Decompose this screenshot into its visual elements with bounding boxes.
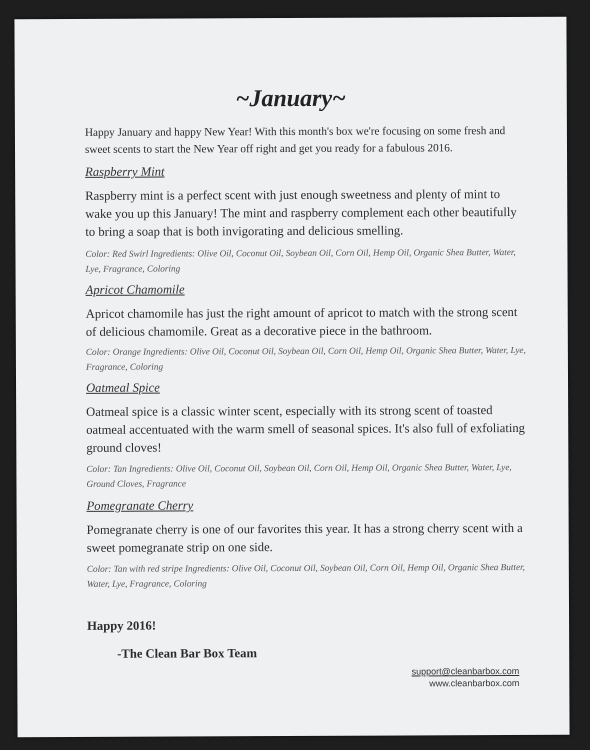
section-desc-oatmeal-spice: Oatmeal spice is a classic winter scent, especially with its strong scent of toasted oatmeal accentuated with the warm smell of seasonal spices. It's also full of exfoliating ground cloves!: [86, 403, 525, 455]
email-link[interactable]: support@cleanbarbox.com: [411, 666, 520, 677]
section-title-raspberry-mint: Raspberry Mint: [85, 164, 165, 179]
section-ingredients-apricot-chamomile: Color: Orange Ingredients: Olive Oil, Coconut Oil, Soybean Oil, Corn Oil, Hemp Oil, Organic Shea Butter, Water, Lye, Fragrance, Coloring: [85, 344, 526, 372]
section-ingredients-oatmeal-spice: Color: Tan Ingredients: Olive Oil, Coconut Oil, Soybean Oil, Corn Oil, Hemp Oil, Organic Shea Butter, Water, Lye, Ground Cloves, Fragrance: [86, 462, 512, 489]
section-title-apricot-chamomile: Apricot Chamomile: [85, 282, 185, 297]
page-title: ~January~: [235, 85, 346, 113]
website-link[interactable]: www.cleanbarbox.com: [429, 678, 520, 689]
intro-paragraph: Happy January and happy New Year! With this month's box we're focusing on some fresh and sweet scents to start the New Year off right and get you ready for a fabulous 2016.: [84, 125, 506, 156]
section-title-pomegranate-cherry: Pomegranate Cherry: [86, 498, 194, 513]
section-title-oatmeal-spice: Oatmeal Spice: [86, 380, 160, 395]
letter-paper: [14, 17, 569, 737]
closing-line: Happy 2016!: [87, 618, 157, 633]
section-desc-pomegranate-cherry: Pomegranate cherry is one of our favorites this year. It has a strong cherry scent with a sweet pomegranate strip on one side.: [86, 520, 523, 555]
contact-block: [412, 665, 520, 689]
section-desc-apricot-chamomile: Apricot chamomile has just the right amount of apricot to match with the strong scent of delicious chamomile. Great as a decorative piece in the bathroom.: [85, 305, 518, 339]
section-ingredients-pomegranate-cherry: Color: Tan with red stripe Ingredients: Olive Oil, Coconut Oil, Soybean Oil, Corn Oil, Hemp Oil, Organic Shea Butter, Water, Lye, Fragrance, Coloring: [86, 561, 525, 589]
signature: -The Clean Bar Box Team: [117, 646, 257, 661]
section-ingredients-raspberry-mint: Color: Red Swirl Ingredients: Olive Oil, Coconut Oil, Soybean Oil, Corn Oil, Hemp Oil, Organic Shea Butter, Water, Lye, Fragrance, Coloring: [85, 247, 516, 274]
section-desc-raspberry-mint: Raspberry mint is a perfect scent with just enough sweetness and plenty of mint to wake you up this January! The mint and raspberry complement each other beautifully to bring a soap that is both invigorating and delicious smelling.: [85, 187, 517, 239]
